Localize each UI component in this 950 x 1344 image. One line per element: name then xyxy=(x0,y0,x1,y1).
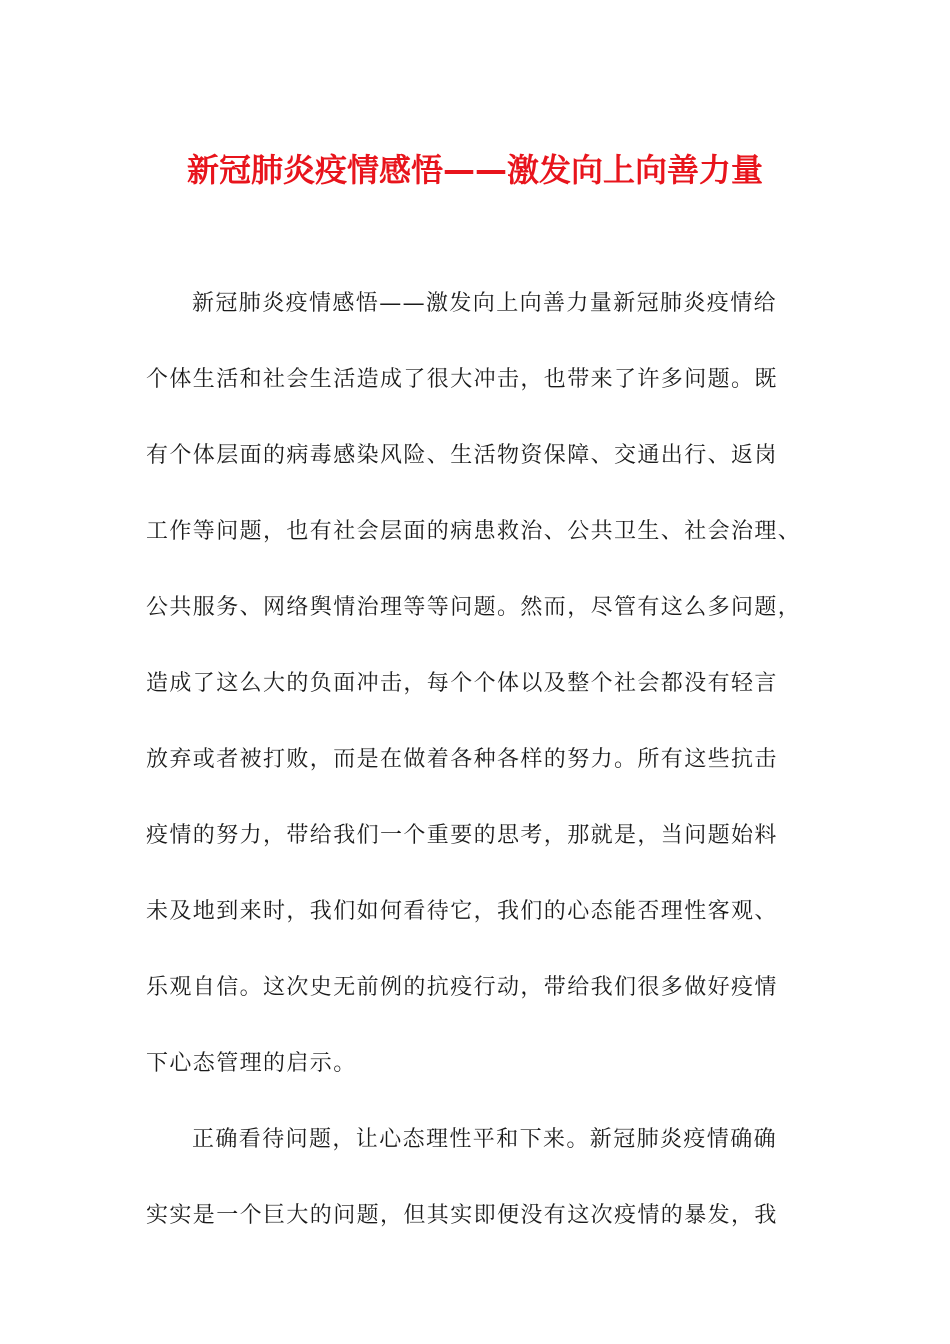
text-line: 未及地到来时，我们如何看待它，我们的心态能否理性客观、 xyxy=(146,899,778,924)
text-line: 正确看待问题，让心态理性平和下来。新冠肺炎疫情确确 xyxy=(192,1127,778,1152)
text-line: 工作等问题，也有社会层面的病患救治、公共卫生、社会治理、 xyxy=(146,519,802,544)
text-line: 有个体层面的病毒感染风险、生活物资保障、交通出行、返岗 xyxy=(146,443,778,468)
text-line: 下心态管理的启示。 xyxy=(146,1051,357,1076)
text-line: 疫情的努力，带给我们一个重要的思考，那就是，当问题始料 xyxy=(146,823,778,848)
text-line: 实实是一个巨大的问题，但其实即便没有这次疫情的暴发，我 xyxy=(146,1203,778,1228)
text-line: 乐观自信。这次史无前例的抗疫行动，带给我们很多做好疫情 xyxy=(146,975,778,1000)
text-line: 公共服务、网络舆情治理等等问题。然而，尽管有这么多问题， xyxy=(146,595,802,620)
paragraph-1 xyxy=(146,266,806,1102)
text-line: 新冠肺炎疫情感悟——激发向上向善力量新冠肺炎疫情给 xyxy=(192,291,778,316)
text-line: 造成了这么大的负面冲击，每个个体以及整个社会都没有轻言 xyxy=(146,671,778,696)
document-body xyxy=(146,266,806,1254)
text-line: 放弃或者被打败，而是在做着各种各样的努力。所有这些抗击 xyxy=(146,747,778,772)
paragraph-2 xyxy=(146,1102,806,1254)
document-title: 新冠肺炎疫情感悟——激发向上向善力量 xyxy=(186,151,763,189)
text-line: 个体生活和社会生活造成了很大冲击，也带来了许多问题。既 xyxy=(146,367,778,392)
